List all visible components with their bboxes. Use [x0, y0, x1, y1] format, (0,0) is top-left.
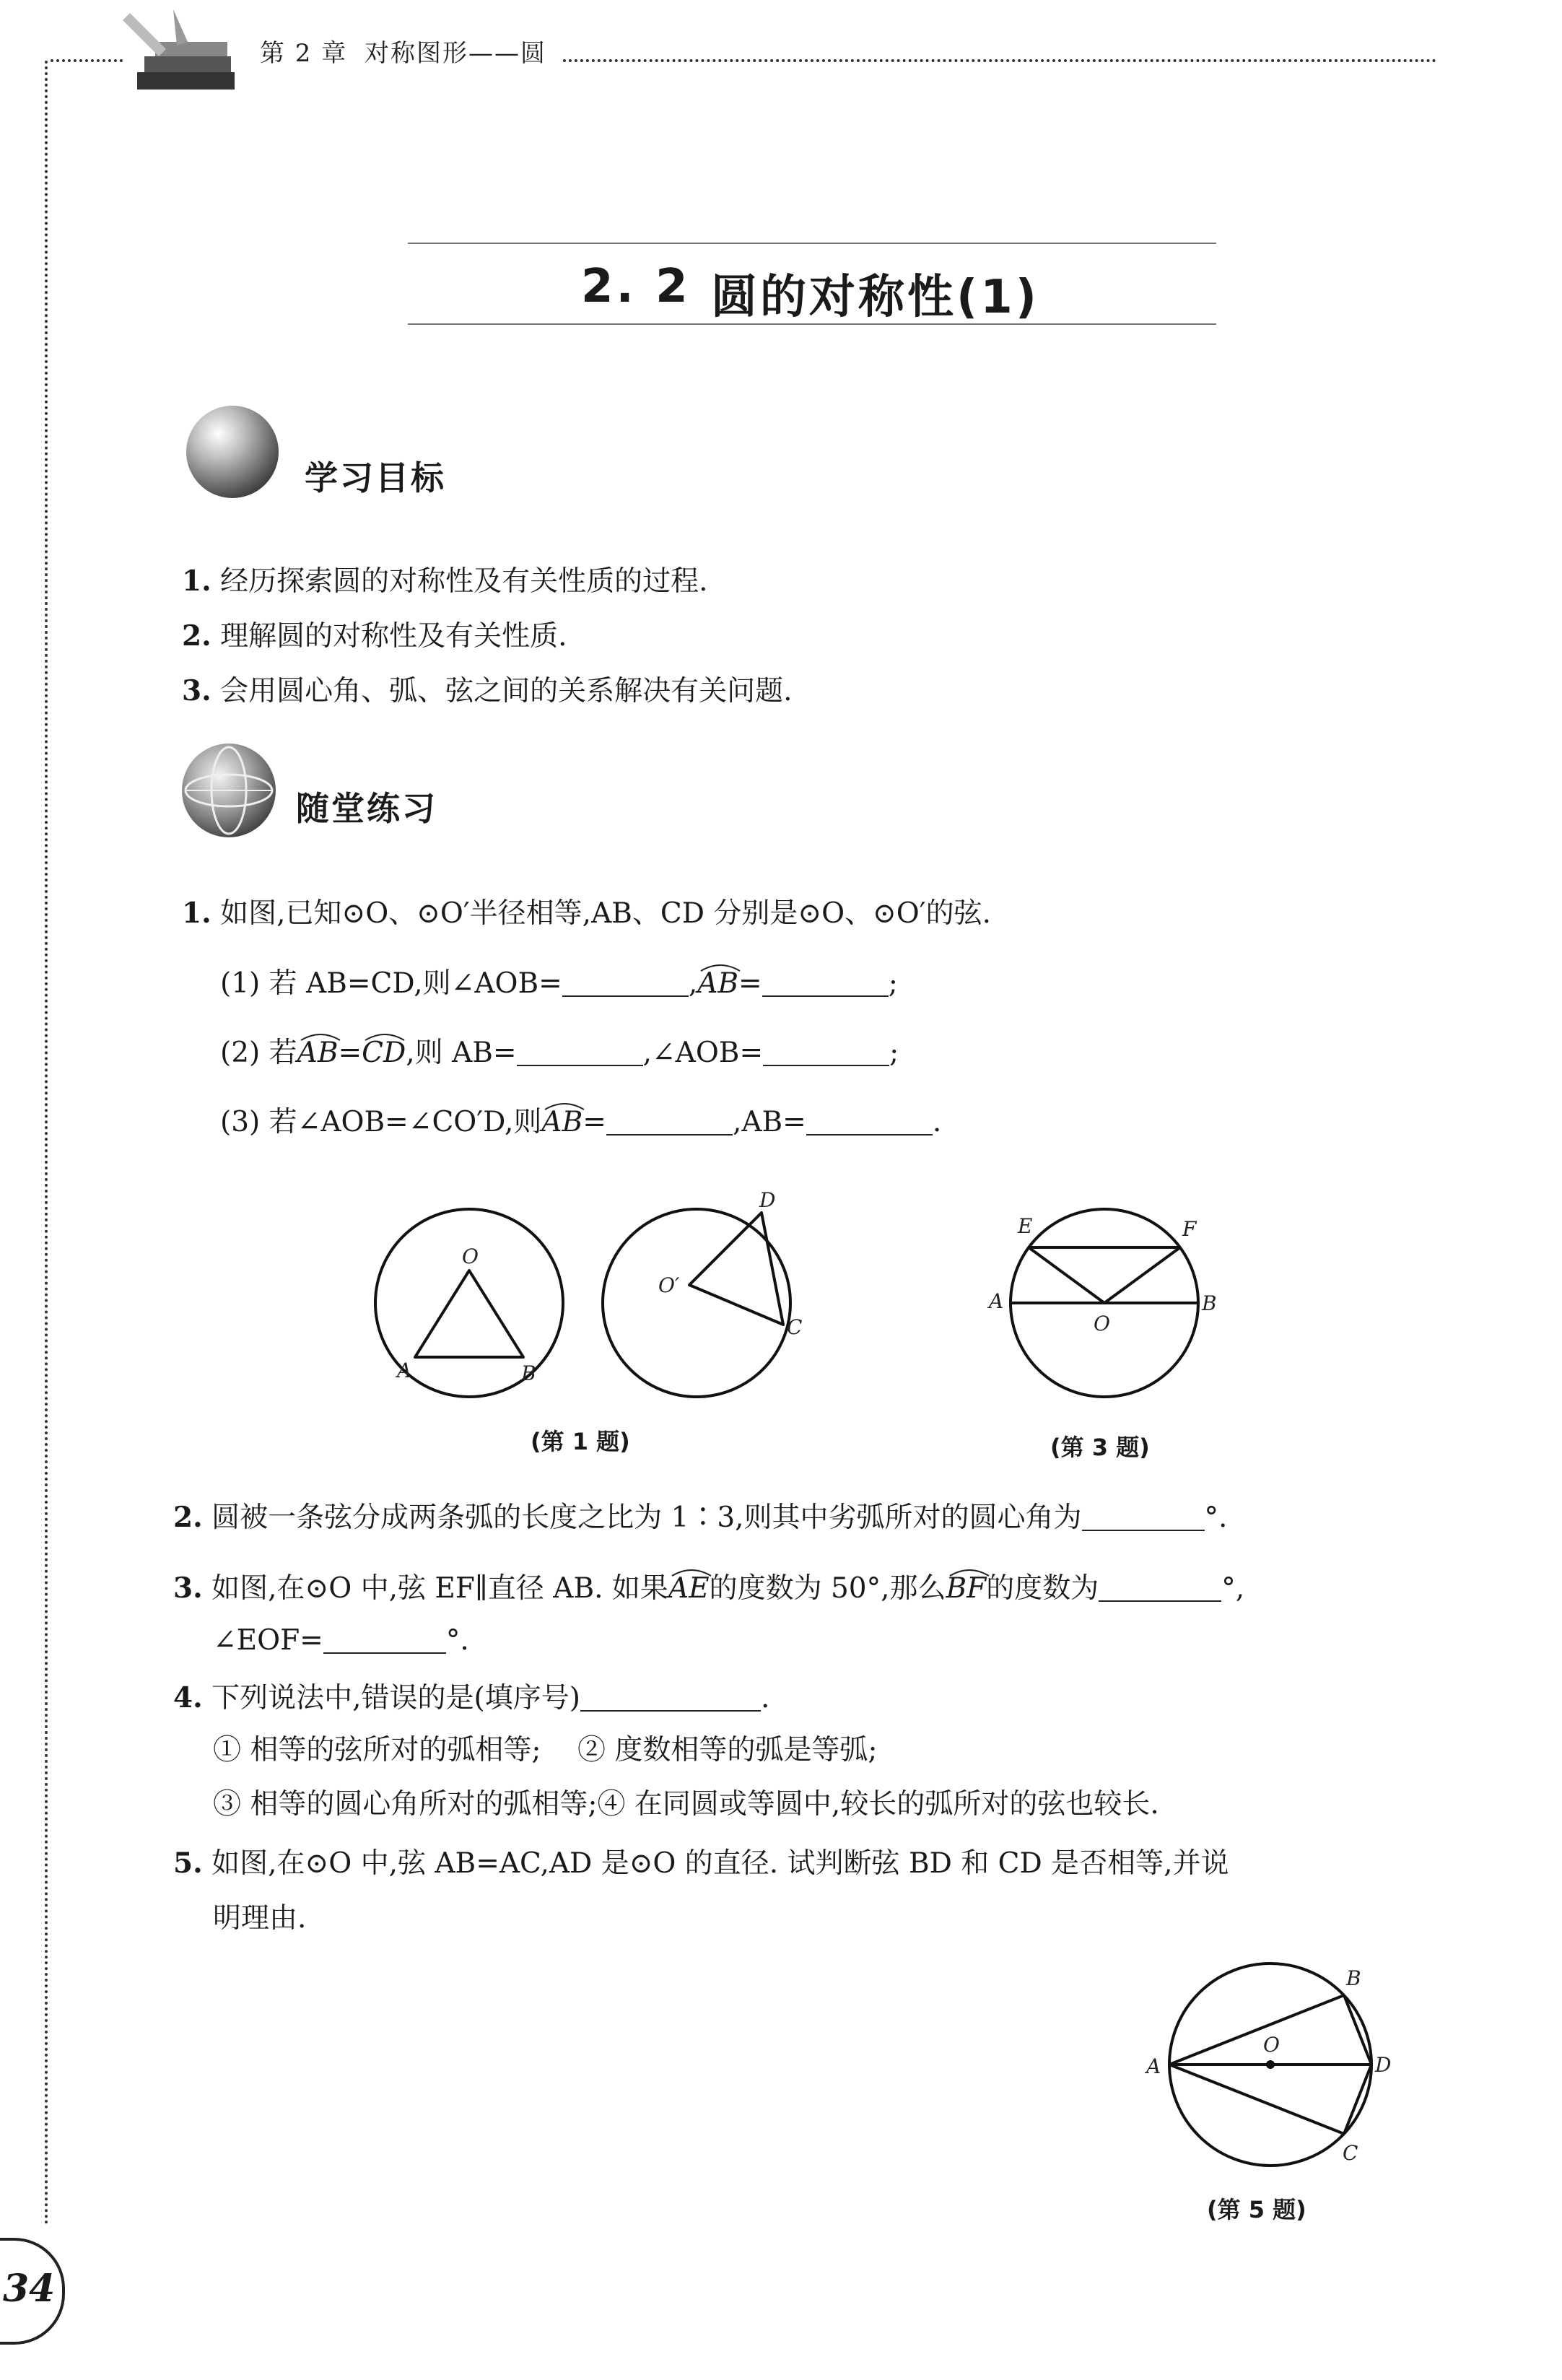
question-3	[173, 1572, 1244, 1603]
question-text: 的度数为 50°,那么	[709, 1572, 946, 1605]
label-o-prime: O′	[658, 1273, 680, 1297]
arc-label: AB	[541, 1106, 583, 1138]
question-text: 下列说法中,错误的是(填序号)	[211, 1682, 580, 1714]
practice-heading: 随堂练习	[296, 789, 437, 828]
chord-ab	[1169, 1995, 1344, 2065]
chord-ac	[1169, 2065, 1344, 2134]
question-1	[182, 899, 991, 928]
answer-blank[interactable]	[323, 1624, 446, 1654]
question-5-line-2	[213, 1902, 307, 1935]
part-text: ,	[688, 967, 698, 1000]
section-number: 2. 2	[581, 260, 691, 313]
question-number: 3.	[173, 1572, 203, 1605]
answer-blank[interactable]	[762, 967, 889, 997]
label-c: C	[787, 1315, 803, 1339]
question-text: 如图,在⊙O 中,弦 AB=AC,AD 是⊙O 的直径. 试判断弦 BD 和 CD 是否相等,并说	[211, 1847, 1229, 1880]
arc-label: AE	[668, 1572, 710, 1605]
triangle-cod	[689, 1213, 783, 1325]
option-text: ② 度数相等的弧是等弧;	[577, 1734, 878, 1766]
answer-blank[interactable]	[1099, 1572, 1221, 1602]
label-a: A	[397, 1359, 412, 1382]
radius-of	[1104, 1247, 1180, 1303]
arc-label: AB	[697, 967, 739, 1000]
question-text: ∠EOF=	[213, 1624, 323, 1657]
label-c: C	[1343, 2141, 1358, 2165]
part-text: =	[738, 967, 762, 1000]
answer-blank[interactable]	[606, 1106, 733, 1135]
title-rule-bottom	[408, 323, 1216, 325]
figure-5	[1140, 1949, 1400, 2180]
figure-3	[982, 1198, 1242, 1408]
arc-label: CD	[362, 1037, 406, 1069]
header-dotted-line	[563, 59, 1436, 62]
question-text: °.	[1204, 1501, 1228, 1534]
answer-blank[interactable]	[763, 1037, 889, 1066]
part-text: ,则 AB=	[406, 1037, 517, 1069]
label-d: D	[1375, 2053, 1392, 2077]
header	[0, 0, 1562, 101]
label-b: B	[1346, 1966, 1361, 1990]
item-number: 1.	[182, 565, 211, 598]
section-title: 圆的对称性(1)	[711, 271, 1040, 324]
question-2	[173, 1501, 1227, 1532]
objectives-heading: 学习目标	[305, 458, 446, 497]
label-d: D	[759, 1188, 776, 1212]
part-text: .	[932, 1106, 942, 1138]
page-border-dotted	[45, 61, 48, 2226]
arc-label: BF	[946, 1572, 987, 1605]
arc-notation	[541, 1108, 583, 1136]
question-number: 1.	[182, 897, 211, 930]
sphere-icon	[186, 406, 279, 498]
label-e: E	[1018, 1214, 1033, 1238]
triangle-aob	[415, 1270, 523, 1357]
part-text: =	[338, 1037, 362, 1069]
label-o: O	[1094, 1312, 1110, 1335]
option-text: ① 相等的弦所对的弧相等;	[213, 1734, 541, 1766]
question-1-part-1	[220, 967, 898, 998]
answer-blank[interactable]	[1082, 1501, 1205, 1531]
item-text: 理解圆的对称性及有关性质.	[220, 620, 567, 653]
question-4	[173, 1682, 769, 1712]
radius-oe	[1029, 1247, 1104, 1303]
question-4-options-1	[213, 1736, 878, 1764]
label-a: A	[1146, 2054, 1161, 2078]
label-b: B	[1202, 1291, 1217, 1315]
chapter-title: 对称图形——圆	[365, 39, 546, 68]
label-a: A	[989, 1289, 1004, 1313]
part-text: (3) 若∠AOB=∠CO′D,则	[220, 1106, 542, 1138]
part-text: ,AB=	[732, 1106, 806, 1138]
part-text: ,∠AOB=	[642, 1037, 764, 1069]
objective-item	[182, 674, 793, 707]
part-text: =	[583, 1106, 606, 1138]
label-o: O	[462, 1245, 479, 1268]
objective-item	[182, 567, 708, 596]
page-number: 34	[3, 2267, 56, 2311]
label-o: O	[1263, 2033, 1280, 2057]
figure-1-caption: (第 1 题)	[531, 1428, 630, 1455]
figure-5-caption: (第 5 题)	[1207, 2196, 1306, 2223]
globe-icon	[182, 744, 276, 837]
question-5	[173, 1849, 1229, 1878]
answer-blank[interactable]	[517, 1037, 643, 1066]
question-1-part-3	[220, 1106, 941, 1136]
answer-blank[interactable]	[562, 967, 689, 997]
question-text: .	[760, 1682, 770, 1714]
question-text: °,	[1221, 1572, 1245, 1605]
answer-blank[interactable]	[806, 1106, 933, 1135]
label-f: F	[1182, 1217, 1197, 1241]
question-text: 明理由.	[213, 1902, 307, 1935]
question-stem: 如图,已知⊙O、⊙O′半径相等,AB、CD 分别是⊙O、⊙O′的弦.	[220, 897, 991, 930]
header-dotted-line-left	[51, 59, 123, 62]
item-number: 3.	[182, 674, 211, 707]
book-stack-icon	[115, 6, 238, 100]
figure-3-caption: (第 3 题)	[1050, 1434, 1150, 1461]
item-text: 经历探索圆的对称性及有关性质的过程.	[220, 565, 708, 598]
title-rule-top	[408, 243, 1216, 244]
option-text: ③ 相等的圆心角所对的弧相等;④ 在同圆或等圆中,较长的弧所对的弦也较长.	[213, 1788, 1159, 1821]
arc-notation	[697, 969, 738, 998]
question-number: 2.	[173, 1501, 203, 1534]
question-4-options-2	[213, 1788, 1159, 1821]
circle-o-prime	[603, 1209, 790, 1397]
figure-1	[361, 1184, 823, 1400]
objective-item	[182, 619, 567, 653]
arc-notation	[362, 1039, 406, 1067]
part-text: ;	[888, 967, 898, 1000]
arc-notation	[668, 1574, 710, 1603]
chord-cd	[1344, 2065, 1371, 2134]
arc-notation	[946, 1574, 987, 1603]
question-text: 圆被一条弦分成两条弧的长度之比为 1∶3,则其中劣弧所对的圆心角为	[211, 1501, 1082, 1534]
question-1-part-2	[220, 1037, 899, 1067]
question-text: 如图,在⊙O 中,弦 EF∥直径 AB. 如果	[211, 1572, 668, 1605]
item-number: 2.	[182, 619, 211, 653]
center-dot	[1266, 2060, 1275, 2069]
question-text: °.	[445, 1624, 469, 1657]
arc-label: AB	[297, 1037, 339, 1069]
question-3-line-2	[213, 1624, 469, 1655]
arc-notation	[297, 1039, 339, 1067]
item-text: 会用圆心角、弧、弦之间的关系解决有关问题.	[220, 675, 793, 707]
chord-bd	[1344, 1995, 1371, 2065]
part-text: (2) 若	[220, 1037, 297, 1069]
answer-blank[interactable]	[580, 1682, 761, 1712]
question-number: 4.	[173, 1681, 203, 1714]
part-text: ;	[889, 1037, 899, 1069]
chapter-number: 第 2 章	[260, 39, 348, 68]
label-b: B	[521, 1361, 536, 1385]
part-text: (1) 若 AB=CD,则∠AOB=	[220, 967, 562, 1000]
question-text: 的度数为	[986, 1572, 1099, 1605]
question-number: 5.	[173, 1847, 203, 1880]
